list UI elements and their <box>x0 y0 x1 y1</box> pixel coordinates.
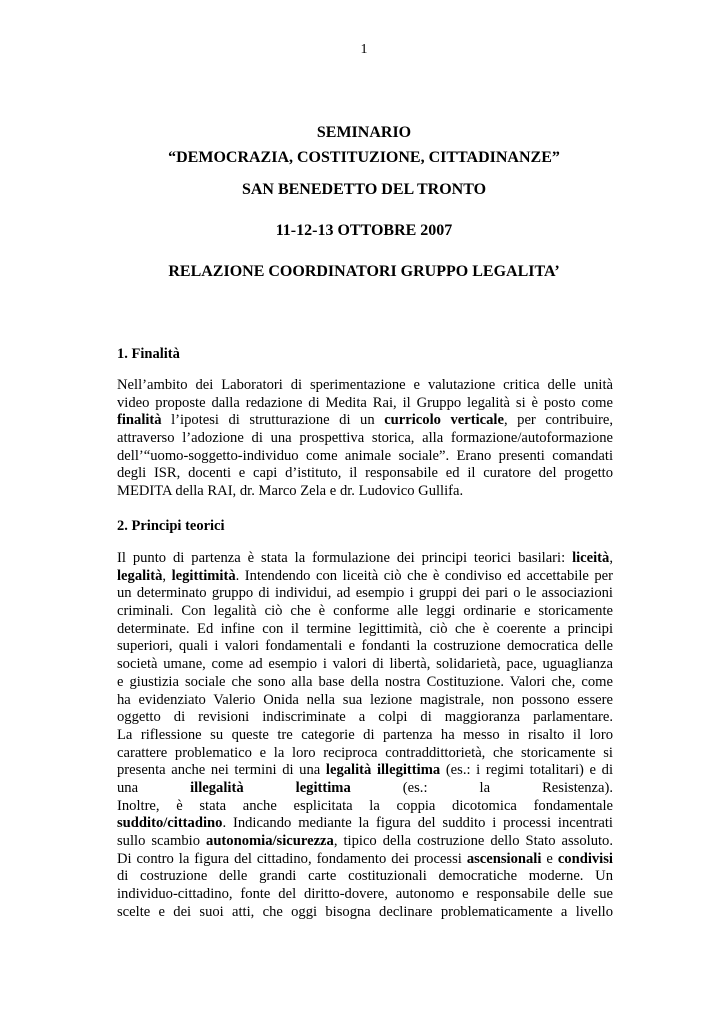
text-line <box>117 780 613 798</box>
text-line: ha evidenziato Valerio Onida nella sua lezione magistrale, non possono essere <box>117 691 613 708</box>
text-line: carattere problematico e la loro reciproca contraddittorietà, che storicamente si <box>117 744 613 761</box>
text-segment: e <box>541 850 558 867</box>
text-segment: una <box>117 779 191 796</box>
text-segment: , <box>162 567 172 584</box>
seminar-label: SEMINARIO <box>316 124 412 141</box>
text-line: Inoltre, è stata anche esplicitata la coppia dicotomica fondamentale <box>117 797 613 814</box>
text-line: superiori, quali i valori fondamentali e fondanti la costruzione democratica delle <box>117 638 613 655</box>
seminar-title: “DEMOCRAZIA, COSTITUZIONE, CITTADINANZE” <box>168 149 560 166</box>
report-title: RELAZIONE COORDINATORI GRUPPO LEGALITA’ <box>168 263 560 280</box>
text-segment: (es.: la Resistenza). <box>350 779 613 796</box>
bold-term: legalità <box>117 567 163 584</box>
text-line <box>117 851 613 869</box>
text-line: società umane, come ad esempio i valori di libertà, solidarietà, pace, uguaglianza <box>117 656 613 673</box>
bold-term: finalità <box>117 412 162 429</box>
text-line: di costruzione delle grandi carte costituzionali democratiche moderne. Un <box>117 868 613 885</box>
text-line <box>117 815 613 833</box>
text-segment: , <box>609 550 613 566</box>
text-line: degli ISR, docenti e capi d’istituto, il responsabile ed il curatore del progetto <box>117 465 613 482</box>
text-line: Nell’ambito dei Laboratori di sperimentazione e valutazione critica delle unità <box>117 377 613 393</box>
text-segment: sullo scambio <box>117 833 207 849</box>
section-2-paragraph <box>117 550 613 921</box>
text-line: dell’“uomo-soggetto-individuo come animale sociale”. Erano presenti comandati <box>117 447 613 464</box>
section-1-heading: 1. Finalità <box>117 346 180 362</box>
text-line: individuo-cittadino, fonte del diritto-dovere, autonomo e responsabile delle sue <box>117 886 613 903</box>
seminar-dates: 11-12-13 OTTOBRE 2007 <box>275 222 453 239</box>
text-line: un determinato gruppo di individui, ad esempio i gruppi dei pari o le associazioni <box>117 585 613 602</box>
bold-term: suddito/cittadino <box>117 815 223 832</box>
bold-term: illegalità legittima <box>190 779 351 796</box>
text-line <box>117 412 613 430</box>
section-1-paragraph <box>117 377 613 501</box>
text-line: criminali. Con legalità ciò che è conforme alle leggi ordinarie e storicamente <box>117 603 613 620</box>
text-line: La riflessione su queste tre categorie di partenza ha messo in risalto il loro <box>117 726 613 743</box>
text-segment: . Intendendo con liceità ciò che è condiviso ed accettabile per <box>235 567 614 584</box>
bold-term: curricolo verticale <box>384 412 504 429</box>
text-line <box>117 833 613 851</box>
bold-term: liceità <box>572 550 610 566</box>
bold-term: legittimità <box>171 567 236 584</box>
text-segment: . Indicando mediante la figura del suddito i processi incentrati <box>222 815 613 832</box>
page-number: 1 <box>360 42 368 57</box>
bold-term: autonomia/sicurezza <box>206 833 334 849</box>
text-line <box>117 568 613 586</box>
text-line: scelte e dei suoi atti, che oggi bisogna declinare problematicamente a livello <box>117 903 613 920</box>
text-line: oggetto di revisioni indiscriminate a colpi di maggioranza parlamentare. <box>117 709 613 726</box>
text-segment: Il punto di partenza è stata la formulazione dei principi teorici basilari: <box>117 550 573 566</box>
text-line <box>117 762 613 780</box>
section-2-heading: 2. Principi teorici <box>117 518 225 534</box>
text-segment: , per contribuire, <box>503 412 613 429</box>
text-segment: Di contro la figura del cittadino, fondamento dei processi <box>117 850 467 867</box>
text-line: MEDITA della RAI, dr. Marco Zela e dr. Ludovico Gullifa. <box>117 483 464 500</box>
text-segment: (es.: i regimi totalitari) e di <box>440 762 614 779</box>
text-line: video proposte dalla redazione di Medita Rai, il Gruppo legalità si è posto come <box>117 394 613 411</box>
text-segment: , tipico della costruzione dello Stato assoluto. <box>333 833 613 849</box>
text-segment: presenta anche nei termini di una <box>117 762 326 779</box>
bold-term: condivisi <box>557 850 613 867</box>
seminar-place: SAN BENEDETTO DEL TRONTO <box>241 181 487 198</box>
bold-term: legalità illegittima <box>325 762 441 779</box>
text-segment: l’ipotesi di strutturazione di un <box>161 412 385 429</box>
bold-term: ascensionali <box>466 850 542 867</box>
text-line: determinate. Ed infine con il termine legittimità, ciò che è coerente a principi <box>117 620 613 637</box>
text-line: e giustizia sociale che sono alla base della nostra Costituzione. Valori che, come <box>117 673 613 690</box>
text-line: attraverso l’adozione di una prospettiva storica, alla formazione/autoformazione <box>117 430 613 447</box>
text-line <box>117 550 613 568</box>
